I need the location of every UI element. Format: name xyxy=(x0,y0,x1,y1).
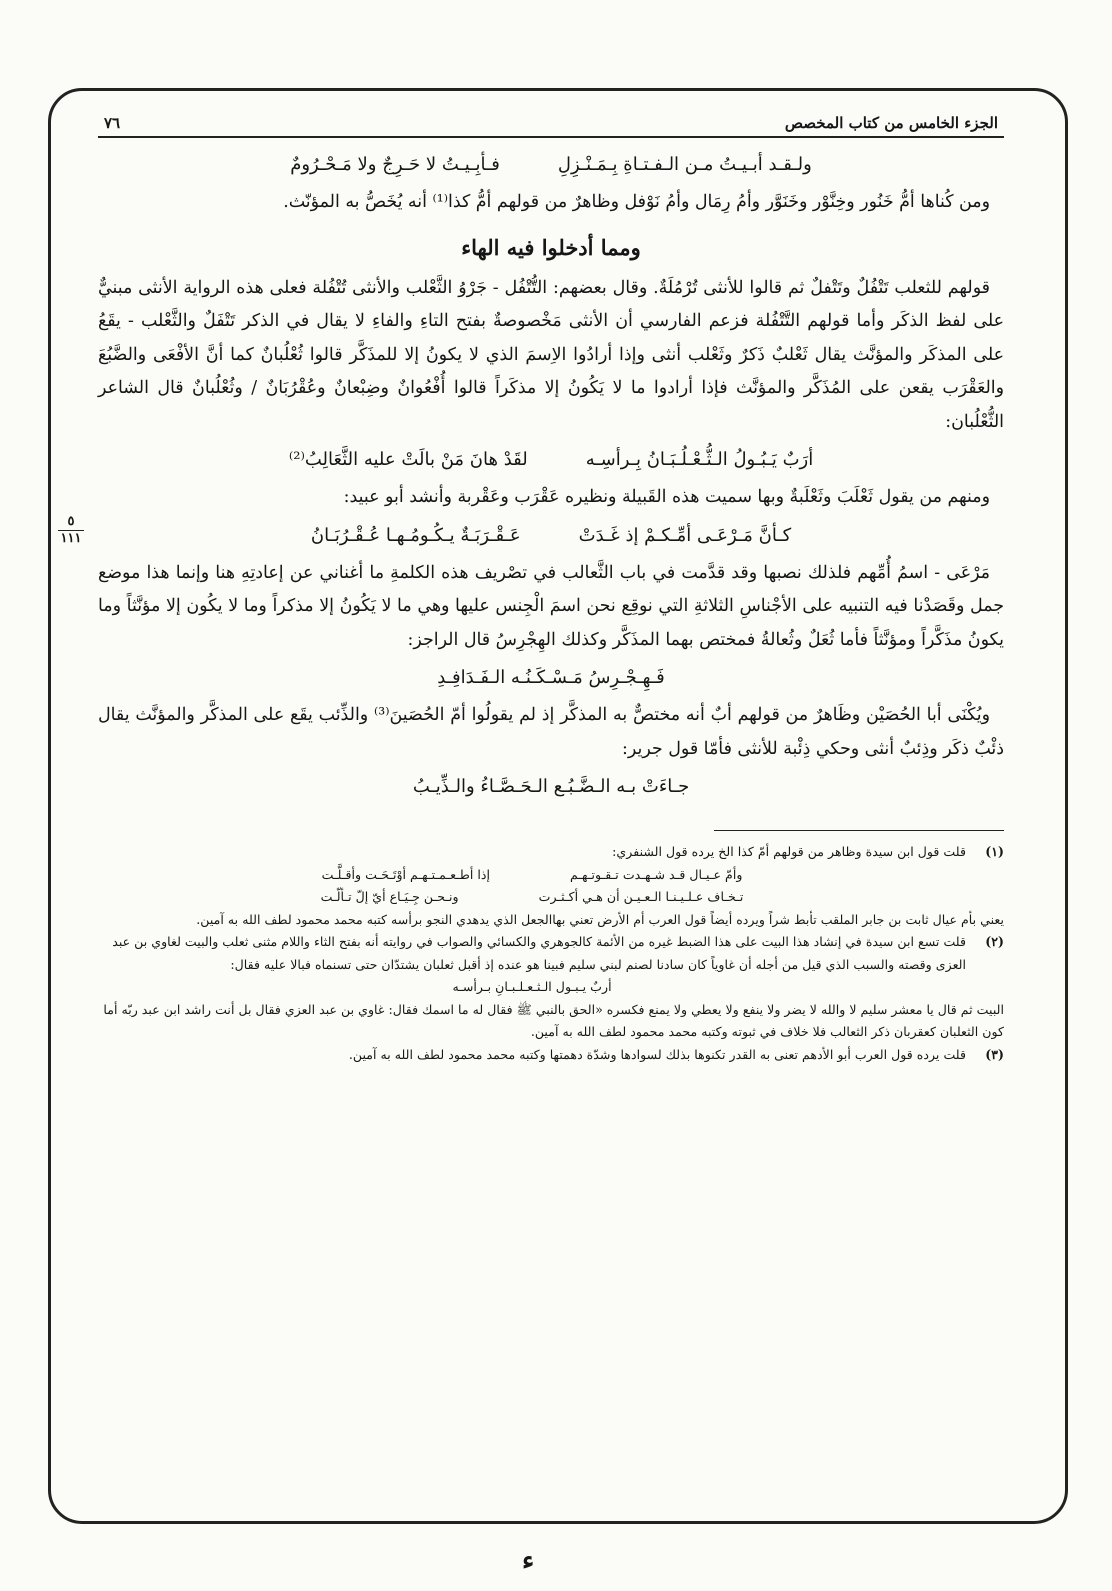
paragraph-3: ومنهم من يقول ثَعْلَبَ وثَعْلَبةٌ وبها سميت هذه القَبيلة ونظيره عَقْرَب وعَقْربة وأنشد أبو عبيد: xyxy=(343,487,990,507)
footnotes xyxy=(98,841,1004,1066)
footnote-separator xyxy=(714,830,1004,831)
footnote-3-number: (٣) xyxy=(985,1046,1004,1062)
footnote-1-verse-b-second: ونـحـن جِـيَـاع أيّ إلّ تـألّـت xyxy=(320,889,459,904)
page-content xyxy=(98,96,1004,1066)
margin-page-marker xyxy=(56,515,86,546)
margin-marker-top: ٥ xyxy=(67,514,75,529)
paragraph-5: ويُكْنَى أبا الحُصَيْن وظَاهرٌ من قولهم أبٌ أنه مختصٌّ به المذكَّر إذ لم يقولُوا أمّ الحُصَينَ⁽³⁾ والذِّئب يقَع على المذكَّر والمؤنَّث يقال ذئْبٌ ذكَر وذِئبٌ أنثى وحكي ذِئْبة للأنثى فأمّا قول جرير: xyxy=(98,705,1004,759)
footnote-1-number: (١) xyxy=(985,844,1004,859)
footnote-2-number: (٢) xyxy=(985,934,1004,949)
section-heading: ومما أدخلوا فيه الهاء xyxy=(461,234,641,260)
footnote-2-text-b: البيت ثم قال يا معشر سليم لا والله لا يضر ولا ينفع ولا يعطي ولا يمنع فكسره «الحق بالنبي ﷺ فقال له ما اسمك فقال: غاوي بن عبد العزي فقال بل أنت راشد ابن عبد ربّه أما كون الثعلبان كعقربان ذكر الثعالب فلا خلاف في ثبوته وكتبه محمد محمود لطف الله به آمين. xyxy=(103,1001,1004,1039)
verse-2-second-hemistich: لقَدْ هانَ مَنْ بالَتْ عليه الثَّعَالِبُ⁽²⁾ xyxy=(288,449,528,470)
verse-4-text: فَـهِـجْـرِسُ مَـسْـكَـنُـه الـفَـدَافِـدِ xyxy=(437,667,665,688)
footnote-2-text-a: قلت تسع ابن سيدة في إنشاد هذا البيت على هذا الضبط غيره من الأئمة كالجوهري والكسائي والصواب في روايته أنه بفتح الثاء واللام مثنى ثعلب والبيت لغاوي بن عبد العزى وقصته والسبب الذي قيل من أجله أن غاوياً كان سادنا لصنم لبني سليم فبينا هو عنده إذ أقبل ثعلبان يشتدّان حتى تسنماه فبالا عليه فقال: xyxy=(112,934,966,972)
verse-5-text: جـاءَتْ بـه الـضَّـبُـع الـحَـصَّـاءُ والـذِّيـبُ xyxy=(412,776,690,797)
footnote-1-verse-a-second: إذا أطـعـمـتـهـم أوْتَـحَـت وأقـلَّـت xyxy=(321,866,490,882)
verse-line-3 xyxy=(98,515,1004,557)
verse-3-first-hemistich: كـأنَّ مَـرْعَـى أمِّـكـمْ إذ غَـدَتْ xyxy=(578,524,792,546)
paragraph-2: قولهم للثعلب تَتْفُلٌ وتَتْفلٌ ثم قالوا للأنثى تُرْمُلَةٌ. وقال بعضهم: التُّتْفُل - جَرْوُ الثَّعْلب والأنثى تُتْفُلة فعلى هذه الرواية الأنثى مبنيٌّ على لفظ الذكَر وأما قولهم التَّتْفُلة فزعم الفارسي أن الأنثى مَخْصوصةٌ بفتح التاءِ والفاءِ لا يقال في الذكر تَتْفَلٌ والثَّعْلب - يقَعُ على المذكَر والمؤنَّث يقال ثَعْلبٌ ذَكرٌ وثَعْلب أنثى وإذا أرادُوا الاِسمَ الذي لا يكونُ إلا للمذَكَّر قالوا ثُعْلُبانٌ كما أنَّ الأفْعَى والضَّبُعَ والعَقْرَب يقعن على المُذَكَّر والمؤنَّث فإذا أرادوا ما لا يَكُونُ إلا مذكَراً قالوا أُفْعُوانٌ وضِبْعانٌ وعُقْرُبَانٌ / وثُعْلُبانٌ قال الشاعر الثُّعْلُبان: xyxy=(98,277,1004,432)
header-title: الجزء الخامس من كتاب المخصص xyxy=(784,114,998,132)
footnote-1-verse-b-first: تـخـاف عـلـيـنـا الـعـيـن أن هـي أكـثـرت xyxy=(538,889,744,904)
footnote-1-verse-a-first: وأمّ عـيـال قـد شـهـدت تـقـوتـهـم xyxy=(569,866,743,882)
verse-1-second-hemistich: فـأبِـيـتُ لا حَـرِجٌ ولا مَـحْـرُومٌ xyxy=(290,154,500,175)
verse-line-5 xyxy=(98,766,1004,808)
footnote-3-text: قلت يرده قول العرب أبو الأدهم تعنى به القدر تكنوها بذلك لسوادها وشدّة دهمتها وكتبه محمد محمود لطف الله به آمين. xyxy=(348,1046,966,1062)
page-header xyxy=(98,96,1004,138)
paragraph-4: مَرْعَى - اسمُ أُمِّهم فلذلك نصبها وقد قدَّمت في باب الثَّعالب في تصْريف هذه الكلمةِ ما أغناني عن إعادتِهِ هنا وإنما هذا موضع جمل وقَصَدْنا فيه التنبيه على الأجْناسِ الثلاثةِ التي نوقِع نحن اسمَ الْجِنس عليها وهي ما لا يَكُونُ إلا مذكراً وما لا يكُون إلا مؤنَّثاً وما يكونُ مذَكَّراً ومؤنَّثاً فأما ثُعَلٌ وثُعالةُ فمختص بهما المذَكَّر وكذلك الهِجْرِسُ قال الراجز: xyxy=(98,562,1004,650)
verse-1-first-hemistich: ولـقـد أبـيـتُ مـن الـفـتـاةِ بِـمَـنْـزِلِ xyxy=(557,154,812,175)
footnote-3 xyxy=(98,1044,1004,1067)
footnote-1 xyxy=(98,841,1004,909)
footnote-2 xyxy=(98,931,1004,999)
footnote-2-verse xyxy=(98,976,966,999)
footnote-1-verse-b xyxy=(98,886,966,909)
footnote-1-intro: قلت قول ابن سيدة وظاهر من قولهم أمّ كذا الخ يرده قول الشنفري: xyxy=(612,844,966,859)
footnote-1-text: يعني بأم عيال ثابت بن جابر الملقب تأبط شراً ويرده أيضاً قول العرب أم الأرض تعني بهاالجعل الذي يدهدي النجو برأسه كتبه محمد محمود لطف الله به آمين. xyxy=(196,911,1004,927)
verse-line-1 xyxy=(98,144,1004,186)
verse-3-second-hemistich: عَـقْـرَبَـةٌ يـكُـومُـهـا عُـقْـرُبَـانُ xyxy=(310,524,521,546)
paragraph-1: ومن كُناها أمُّ خَنُور وخِنَّوْر وخَنَوَّر وأمُ رِمَال وأمُ نَوْفل وظاهرٌ من قولهم أمُّ كذا⁽¹⁾ أنه يُخَصُّ به المؤنّث. xyxy=(283,192,990,212)
bottom-ink-mark: ء xyxy=(522,1546,535,1576)
margin-marker-bottom: ١١١ xyxy=(60,531,82,546)
page-number: ٧٦ xyxy=(104,114,121,132)
footnote-2-verse-text: أربٌ يـبـول الـثـعـلـبـانِ بـرأسـه xyxy=(452,979,612,994)
verse-line-2 xyxy=(98,439,1004,481)
verse-2-first-hemistich: أرَبٌ يَـبُـولُ الـثُّـعْـلُـبَـانُ بِـرأسِـه xyxy=(585,449,814,470)
verse-line-4 xyxy=(98,657,1004,699)
footnote-1-verse-a xyxy=(98,864,966,887)
